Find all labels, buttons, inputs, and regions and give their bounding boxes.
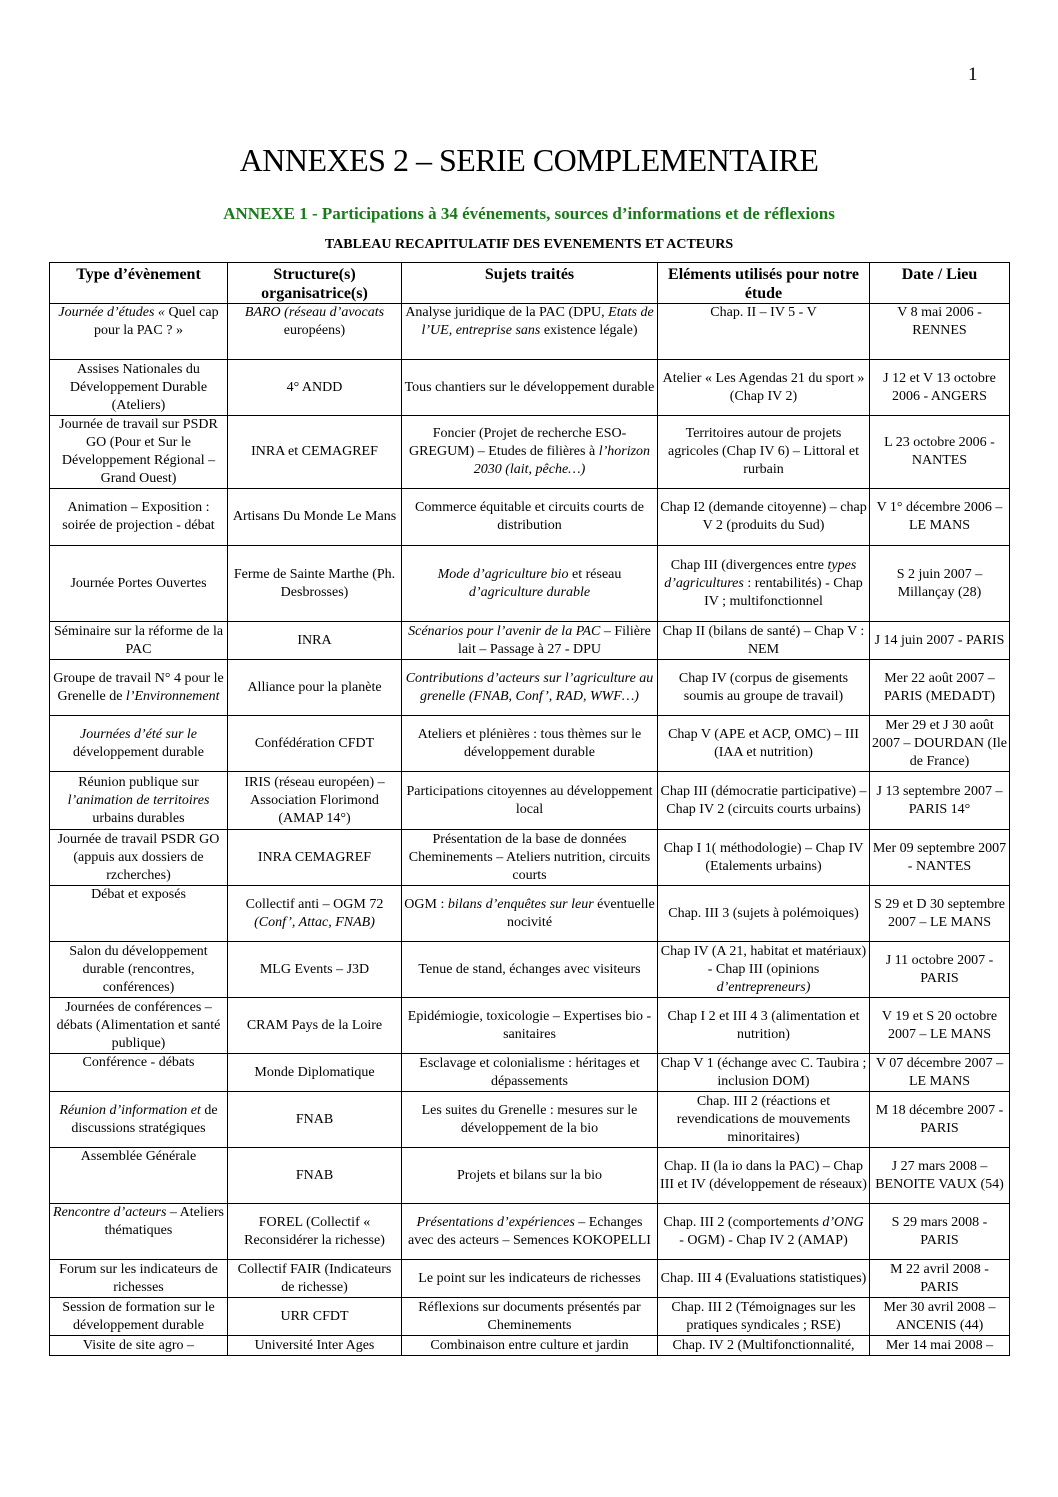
cell-elements: [658, 622, 870, 660]
cell-text: (Conf’, Attac, FNAB): [254, 914, 375, 930]
cell-text: URR CFDT: [280, 1308, 349, 1324]
table-row: [50, 304, 1010, 360]
cell-date-place: S 2 juin 2007 – Millançay (28): [870, 546, 1010, 622]
cell-text: : rentabilités) - Chap IV ; multifonctionnel: [704, 575, 863, 609]
column-header: Sujets traités: [402, 263, 658, 304]
cell-date-place: S 29 mars 2008 - PARIS: [870, 1204, 1010, 1260]
cell-text: Animation – Exposition : soirée de projection - débat: [62, 500, 215, 533]
cell-text: Journée d’études «: [58, 305, 169, 320]
cell-text: Journées d’été sur le: [79, 726, 198, 742]
cell-text: Chap. III 3 (sujets à polémoiques): [668, 905, 859, 921]
cell-subjects: [402, 1148, 658, 1204]
cell-elements: [658, 1054, 870, 1092]
page-number: 1: [968, 64, 978, 85]
cell-type: [50, 304, 228, 360]
cell-subjects: [402, 772, 658, 830]
cell-subjects: [402, 416, 658, 489]
cell-text: Session de formation sur le développement durable: [62, 1299, 215, 1333]
cell-text: Ateliers et plénières : tous thèmes sur le développement durable: [417, 726, 642, 760]
page-title: ANNEXES 2 – SERIE COMPLEMENTAIRE: [239, 142, 819, 178]
cell-subjects: [402, 1260, 658, 1298]
cell-text: de discussions stratégiques: [71, 1102, 218, 1136]
cell-text: Atelier « Les Agendas 21 du sport » (Chap IV 2): [662, 370, 865, 404]
cell-text: Assises Nationales du Développement Durable (Ateliers): [69, 361, 208, 413]
cell-subjects: [402, 304, 658, 360]
cell-text: Ferme de Sainte Marthe (Ph. Desbrosses): [233, 566, 396, 600]
cell-text: Réunion d’information et: [59, 1102, 201, 1118]
cell-elements: [658, 1148, 870, 1204]
cell-text: Visite de site agro –: [82, 1337, 195, 1353]
cell-type: [50, 416, 228, 489]
cell-subjects: [402, 1092, 658, 1148]
cell-text: Séminaire sur la réforme de la PAC: [53, 623, 224, 657]
cell-text: types d’agricultures: [664, 557, 857, 591]
table-row: [50, 1204, 1010, 1260]
cell-subjects: [402, 1054, 658, 1092]
cell-text: Réflexions sur documents présentés par Cheminements: [418, 1299, 641, 1333]
cell-text: Scénarios pour l’avenir de la PAC: [408, 623, 601, 639]
cell-type: [50, 1260, 228, 1298]
table-row: [50, 830, 1010, 886]
cell-text: Epidémiogie, toxicologie – Expertises bio - sanitaires: [407, 1008, 652, 1042]
cell-text: Territoires autour de projets agricoles (Chap IV 6) – Littoral et rurbain: [667, 426, 860, 477]
cell-date-place: M 22 avril 2008 - PARIS: [870, 1260, 1010, 1298]
cell-elements: [658, 1336, 870, 1356]
cell-text: Commerce équitable et circuits courts de distribution: [415, 500, 644, 533]
table-row: [50, 1092, 1010, 1148]
cell-text: d’entrepreneurs): [716, 979, 811, 995]
cell-structure: [228, 1336, 402, 1356]
cell-structure: [228, 1092, 402, 1148]
cell-text: Alliance pour la planète: [247, 679, 382, 695]
cell-text: l’horizon 2030 (lait, pêche…): [473, 444, 651, 477]
cell-text: Chap III (divergences entre: [670, 557, 828, 573]
table-row: [50, 1054, 1010, 1092]
table-row: [50, 1298, 1010, 1336]
table-row: [50, 622, 1010, 660]
table-row: [50, 660, 1010, 716]
cell-text: OGM :: [404, 896, 448, 912]
cell-text: MLG Events – J3D: [259, 961, 370, 977]
cell-subjects: [402, 660, 658, 716]
cell-text: Chap. IV 2 (Multifonctionnalité,: [672, 1337, 855, 1353]
table-row: [50, 1148, 1010, 1204]
cell-subjects: [402, 489, 658, 546]
cell-text: Collectif anti – OGM 72: [245, 896, 384, 912]
cell-text: Artisans Du Monde Le Mans: [232, 509, 397, 524]
cell-text: Mode d’agriculture bio: [437, 566, 569, 582]
cell-text: Etats de l’UE, entreprise sans: [421, 305, 654, 338]
cell-structure: [228, 1260, 402, 1298]
cell-type: [50, 1298, 228, 1336]
cell-elements: [658, 1260, 870, 1298]
cell-text: urbains durables: [92, 810, 185, 826]
cell-type: [50, 1336, 228, 1356]
cell-text: Journée de travail PSDR GO (appuis aux dossiers de rzcherches): [57, 831, 220, 883]
cell-text: Assemblée Générale: [80, 1149, 197, 1164]
cell-text: FNAB: [295, 1111, 334, 1127]
cell-date-place: M 18 décembre 2007 - PARIS: [870, 1092, 1010, 1148]
cell-text: Confédération CFDT: [254, 735, 375, 751]
cell-text: Chap IV (A 21, habitat et matériaux) - Chap III (opinions: [660, 943, 867, 977]
cell-text: Réunion publique sur: [78, 774, 199, 790]
cell-elements: [658, 489, 870, 546]
cell-structure: [228, 830, 402, 886]
column-header: Date / Lieu: [870, 263, 1010, 304]
cell-text: développement durable: [72, 744, 204, 760]
cell-text: européens): [283, 323, 346, 338]
cell-subjects: [402, 998, 658, 1054]
cell-text: – Ateliers thématiques: [104, 1205, 224, 1238]
cell-type: [50, 660, 228, 716]
cell-structure: [228, 489, 402, 546]
cell-text: Combinaison entre culture et jardin: [430, 1337, 629, 1353]
cell-text: Chap IV (corpus de gisements soumis au groupe de travail): [678, 670, 849, 704]
cell-text: Débat et exposés: [91, 887, 186, 902]
cell-subjects: [402, 622, 658, 660]
cell-text: Chap. III 2 (réactions et revendications de mouvements minoritaires): [676, 1093, 851, 1145]
cell-text: et réseau: [568, 566, 622, 582]
cell-text: Chap. III 2 (comportements: [663, 1214, 823, 1230]
cell-text: Chap V 1 (échange avec C. Taubira ; inclusion DOM): [660, 1055, 867, 1089]
cell-text: Tenue de stand, échanges avec visiteurs: [418, 961, 641, 977]
cell-structure: [228, 1298, 402, 1336]
cell-text: Groupe de travail N° 4 pour le Grenelle de: [53, 670, 224, 704]
cell-type: [50, 1148, 228, 1204]
cell-text: Présentation de la base de données Cheminements – Ateliers nutrition, circuits courts: [408, 831, 651, 883]
cell-structure: [228, 1054, 402, 1092]
cell-text: 4° ANDD: [286, 379, 343, 395]
cell-structure: [228, 416, 402, 489]
cell-subjects: [402, 716, 658, 772]
cell-type: [50, 546, 228, 622]
cell-elements: [658, 886, 870, 942]
cell-text: l’animation de territoires: [67, 792, 210, 808]
cell-text: Chap II (bilans de santé) – Chap V : NEM: [662, 623, 865, 657]
cell-text: Tous chantiers sur le développement durable: [404, 379, 655, 395]
cell-elements: [658, 360, 870, 416]
cell-text: Chap I 1( méthodologie) – Chap IV (Etalements urbains): [663, 840, 864, 874]
cell-text: Chap. II – IV 5 - V: [710, 305, 817, 320]
cell-structure: [228, 772, 402, 830]
cell-date-place: J 12 et V 13 octobre 2006 - ANGERS: [870, 360, 1010, 416]
cell-text: Salon du développement durable (rencontres, conférences): [69, 943, 208, 995]
cell-text: Le point sur les indicateurs de richesses: [418, 1270, 641, 1286]
cell-text: CRAM Pays de la Loire: [246, 1017, 383, 1033]
cell-type: [50, 942, 228, 998]
cell-structure: [228, 942, 402, 998]
cell-text: Participations citoyennes au développement local: [406, 783, 653, 817]
cell-date-place: J 27 mars 2008 – BENOITE VAUX (54): [870, 1148, 1010, 1204]
cell-structure: [228, 886, 402, 942]
cell-text: INRA: [297, 632, 332, 648]
table-header-row: [50, 263, 1010, 304]
table-row: [50, 942, 1010, 998]
cell-text: Chap V (APE et ACP, OMC) – III (IAA et nutrition): [668, 726, 859, 760]
cell-text: éventuelle nocivité: [506, 896, 655, 930]
cell-text: Projets et bilans sur la bio: [456, 1167, 603, 1183]
cell-elements: [658, 304, 870, 360]
cell-elements: [658, 1204, 870, 1260]
cell-date-place: V 07 décembre 2007 – LE MANS: [870, 1054, 1010, 1092]
annex-title: ANNEXE 1 - Participations à 34 événements, sources d’informations et de réflexions: [223, 204, 835, 223]
table-row: [50, 1336, 1010, 1356]
cell-structure: [228, 360, 402, 416]
cell-text: – Filière lait – Passage à 27 - DPU: [457, 623, 651, 657]
cell-text: Journée Portes Ouvertes: [70, 575, 207, 591]
cell-type: [50, 360, 228, 416]
cell-subjects: [402, 1298, 658, 1336]
cell-text: Université Inter Ages: [254, 1337, 375, 1353]
cell-structure: [228, 546, 402, 622]
cell-text: Analyse juridique de la PAC (DPU,: [405, 305, 609, 320]
cell-text: - OGM) - Chap IV 2 (AMAP): [679, 1232, 848, 1248]
cell-subjects: [402, 1336, 658, 1356]
cell-text: – Echanges avec des acteurs – Semences KOKOPELLI: [408, 1214, 651, 1248]
cell-text: d’ONG: [822, 1214, 864, 1230]
cell-text: Chap I 2 et III 4 3 (alimentation et nutrition): [667, 1008, 860, 1042]
cell-subjects: [402, 546, 658, 622]
cell-elements: [658, 416, 870, 489]
cell-text: Les suites du Grenelle : mesures sur le développement de la bio: [421, 1102, 638, 1136]
cell-elements: [658, 942, 870, 998]
cell-text: Journée de travail sur PSDR GO (Pour et Sur le Développement Régional – Grand Ouest): [59, 417, 218, 486]
table-row: [50, 772, 1010, 830]
cell-text: FOREL (Collectif « Reconsidérer la richesse): [244, 1214, 385, 1248]
cell-date-place: S 29 et D 30 septembre 2007 – LE MANS: [870, 886, 1010, 942]
cell-type: [50, 1204, 228, 1260]
cell-type: [50, 1054, 228, 1092]
cell-date-place: Mer 29 et J 30 août 2007 – DOURDAN (Ile de France): [870, 716, 1010, 772]
cell-subjects: [402, 942, 658, 998]
cell-date-place: L 23 octobre 2006 - NANTES: [870, 416, 1010, 489]
column-header: Type d’évènement: [50, 263, 228, 304]
table-row: [50, 716, 1010, 772]
cell-text: Chap. III 2 (Témoignages sur les pratiques syndicales ; RSE): [671, 1299, 856, 1333]
cell-structure: [228, 998, 402, 1054]
cell-date-place: Mer 22 août 2007 – PARIS (MEDADT): [870, 660, 1010, 716]
cell-type: [50, 998, 228, 1054]
cell-type: [50, 830, 228, 886]
cell-type: [50, 622, 228, 660]
cell-type: [50, 772, 228, 830]
cell-structure: [228, 716, 402, 772]
table-row: [50, 416, 1010, 489]
cell-text: d’agriculture durable: [468, 584, 591, 600]
table-row: [50, 886, 1010, 942]
cell-text: FNAB: [295, 1167, 334, 1183]
cell-text: Foncier (Projet de recherche ESO-GREGUM) – Etudes de filières à: [408, 426, 627, 459]
table-row: [50, 546, 1010, 622]
cell-structure: [228, 304, 402, 360]
cell-type: [50, 1092, 228, 1148]
column-header: Eléments utilisés pour notre étude: [658, 263, 870, 304]
cell-text: Esclavage et colonialisme : héritages et dépassements: [419, 1055, 640, 1089]
cell-date-place: J 14 juin 2007 - PARIS: [870, 622, 1010, 660]
cell-subjects: [402, 360, 658, 416]
cell-text: INRA CEMAGREF: [257, 849, 372, 865]
cell-text: Forum sur les indicateurs de richesses: [59, 1261, 218, 1295]
cell-text: Contributions d’acteurs sur l’agriculture au grenelle (FNAB, Conf’, RAD, WWF…): [405, 670, 654, 704]
cell-text: Chap I2 (demande citoyenne) – chap V 2 (produits du Sud): [660, 500, 867, 533]
table-row: [50, 360, 1010, 416]
cell-elements: [658, 716, 870, 772]
cell-type: [50, 886, 228, 942]
cell-subjects: [402, 1204, 658, 1260]
cell-date-place: Mer 30 avril 2008 – ANCENIS (44): [870, 1298, 1010, 1336]
cell-date-place: J 13 septembre 2007 – PARIS 14°: [870, 772, 1010, 830]
cell-date-place: V 1° décembre 2006 – LE MANS: [870, 489, 1010, 546]
table-row: [50, 998, 1010, 1054]
cell-text: l’Environnement: [125, 688, 220, 704]
cell-text: Présentations d’expériences: [416, 1214, 575, 1230]
cell-date-place: Mer 14 mai 2008 –: [870, 1336, 1010, 1356]
cell-text: Chap. III 4 (Evaluations statistiques): [660, 1270, 867, 1286]
cell-subjects: [402, 830, 658, 886]
table-row: [50, 1260, 1010, 1298]
cell-text: Journées de conférences – débats (Alimentation et santé publique): [56, 999, 221, 1051]
events-table: [49, 262, 1010, 1356]
cell-elements: [658, 1298, 870, 1336]
cell-elements: [658, 660, 870, 716]
cell-subjects: [402, 886, 658, 942]
table-caption: TABLEAU RECAPITULATIF DES EVENEMENTS ET ACTEURS: [324, 237, 734, 252]
cell-structure: [228, 1148, 402, 1204]
table-row: [50, 489, 1010, 546]
cell-structure: [228, 622, 402, 660]
cell-text: Monde Diplomatique: [254, 1064, 375, 1080]
cell-elements: [658, 772, 870, 830]
cell-text: Chap III (démocratie participative) – Chap IV 2 (circuits courts urbains): [660, 783, 867, 817]
cell-structure: [228, 660, 402, 716]
cell-text: bilans d’enquêtes sur leur: [447, 896, 594, 912]
cell-type: [50, 489, 228, 546]
cell-elements: [658, 1092, 870, 1148]
cell-text: BARO (réseau d’avocats: [244, 305, 385, 320]
cell-elements: [658, 998, 870, 1054]
cell-structure: [228, 1204, 402, 1260]
cell-text: Quel cap pour la PAC ? »: [94, 305, 219, 338]
cell-text: Collectif FAIR (Indicateurs de richesse): [237, 1261, 392, 1295]
cell-text: existence légale): [540, 323, 638, 338]
cell-text: Conférence - débats: [82, 1055, 195, 1070]
cell-date-place: J 11 octobre 2007 - PARIS: [870, 942, 1010, 998]
cell-elements: [658, 546, 870, 622]
cell-text: INRA et CEMAGREF: [251, 444, 378, 459]
cell-type: [50, 716, 228, 772]
cell-text: Chap. II (la io dans la PAC) – Chap III et IV (développement de réseaux): [660, 1158, 867, 1192]
cell-elements: [658, 830, 870, 886]
cell-text: Rencontre d’acteurs: [53, 1205, 167, 1220]
cell-date-place: V 19 et S 20 octobre 2007 – LE MANS: [870, 998, 1010, 1054]
cell-date-place: Mer 09 septembre 2007 - NANTES: [870, 830, 1010, 886]
cell-date-place: V 8 mai 2006 - RENNES: [870, 304, 1010, 360]
cell-text: IRIS (réseau européen) – Association Florimond (AMAP 14°): [244, 774, 385, 826]
column-header: Structure(s) organisatrice(s): [228, 263, 402, 304]
